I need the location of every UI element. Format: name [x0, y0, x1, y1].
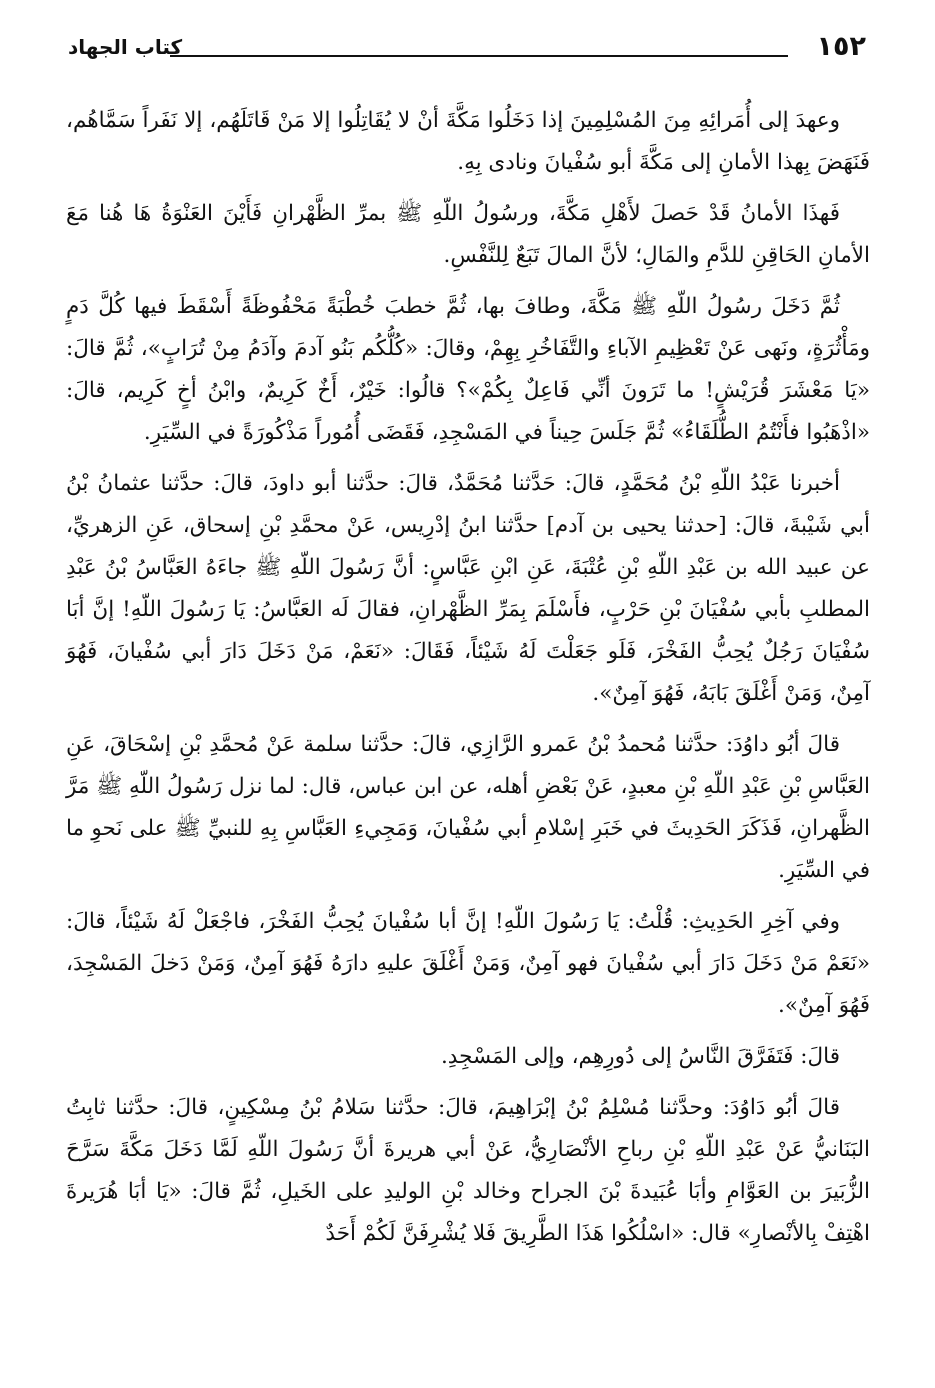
page-number: ١٥٢ [816, 31, 866, 62]
paragraph: قالَ: فَتَفَرَّقَ النَّاسُ إلى دُورِهِم، وإلى المَسْجِدِ. [440, 1044, 840, 1069]
paragraph: ثُمَّ دَخَلَ رسُولُ اللّهِ ﷺ مَكَّةَ، وطافَ بها، ثُمَّ خطبَ خُطْبَةً مَحْفُوظَةً أَسْقَطَ فيها كُلَّ دَمٍ ومَأْثُرَةٍ، ونَهى عَنْ تَعْظِيمِ الآباءِ والتَّفَاخُرِ بِهِمْ، وقالَ: «كُلُّكُم بَنُو آدمَ وآدَمُ مِنْ تُرَابٍ»، ثُمَّ قالَ: «يَا مَعْشَرَ قُرَيْشٍ! ما تَرَونَ أنِّي فَاعِلٌ بِكُمْ»؟ قالُوا: خَيْرٌ، أَخٌ كَرِيمٌ، وابْنُ أخٍ كَرِيم، قالَ: «اذْهَبُوا فأَنْتُمُ الطُّلَقَاءُ» ثُمَّ جَلَسَ حِيناً في المَسْجِدِ، فَقَضَى أُمُوراً مَذْكُورَةً في السِّيَرِ. [66, 294, 870, 445]
paragraph: قالَ أبُو دَاوُدَ: وحدَّثنا مُسْلِمُ بْنُ إبْرَاهِيمَ، قالَ: حدَّثنا سَلامُ بْنُ مِسْكِينٍ، قالَ: حدَّثنا ثابِتُ البَنَانيُّ عَنْ عَبْدِ اللّهِ بْنِ رباحِ الأنْصَارِيُّ، عَنْ أبي هريرةَ أنَّ رَسُولَ اللّهِ لَمَّا دَخَلَ مَكَّةَ سَرَّحَ الزُّبَيرَ بن العَوَّامِ وأبَا عُبَيدةَ بْنَ الجراح وخالد بْنِ الوليدِ على الخَيلِ، ثُمَّ قالَ: «يَا أبَا هُرَيرةَ اهْتِفْ بِالأنْصارِ» قال: «اسْلُكُوا هَذَا الطَّرِيقَ فَلا يُشْرِفَنَّ لَكُمْ أَحَدٌ [66, 1095, 870, 1246]
paragraph: فَهذَا الأمانُ قَدْ حَصلَ لأَهْلِ مَكَّةَ، ورسُولُ اللّهِ ﷺ بمرِّ الظَّهْرانِ فَأَيْنَ العَنْوَةُ هَا هُنا مَعَ الأمانِ الحَاقِنِ للدَّمِ والمَالِ؛ لأنَّ المالَ تَبَعٌ لِلنَّفْسِ. [66, 201, 870, 268]
page-header [68, 30, 866, 66]
paragraph: وعهدَ إلى أُمَرائِهِ مِنَ المُسْلِمِينَ إذا دَخَلُوا مَكَّةَ أنْ لا يُقَاتِلُوا إلا مَنْ قَاتَلَهُم، إلا نَفَراً سَمَّاهُم، فَنَهَضَ بِهذا الأمانِ إلى مَكَّةَ أبو سُفْيانَ ونادى بِهِ. [66, 108, 870, 175]
body-text [66, 100, 870, 1264]
paragraph: قالَ أبُو داوُدَ: حدَّثنا مُحمدُ بْنُ عَمرو الرَّازِي، قالَ: حدَّثنا سلمة عَنْ مُحمَّدِ بْنِ إسْحَاقَ، عَنِ العَبَّاسِ بْنِ عَبْدِ اللّهِ بْنِ معبدٍ، عَنْ بَعْضِ أهله، عن ابن عباس، قال: لما نزل رَسُولُ اللّهِ ﷺ مَرَّ الظَّهرانِ، فَذَكَرَ الحَدِيثَ في خَبَرِ إسْلامِ أبي سُفْيانَ، وَمَجِيءِ العَبَّاسِ بِهِ للنبيِّ ﷺ على نَحوِ ما في السِّيَرِ. [66, 732, 870, 883]
header-rule [170, 55, 788, 57]
running-title: كتاب الجهاد [68, 35, 183, 59]
paragraph: أخبرنا عَبْدُ اللّهِ بْنُ مُحَمَّدٍ، قالَ: حَدَّثنا مُحَمَّدٌ، قالَ: حدَّثنا أبو داودَ، قالَ: حدَّثنا عثمانُ بْنُ أبي شَيْبةَ، قالَ: [حدثنا يحيى بن آدم] حدَّثنا ابنُ إدْرِيس، عَنْ محمَّدِ بْنِ إسحاق، عَنِ الزهريِّ، عن عبيد الله بن عَبْدِ اللّهِ بْنِ عُتْبَةَ، عَنِ ابْنِ عَبَّاسٍ: أنَّ رَسُولَ اللّهِ ﷺ جاءَهُ العَبَّاسُ بْنُ عَبْدِ المطلبِ بأبي سُفْيَانَ بْنِ حَرْبٍ، فأَسْلَمَ بِمَرِّ الظَّهْرانِ، فقالَ لَه العَبَّاسُ: يَا رَسُولَ اللّهِ! إنَّ أبَا سُفْيَانَ رَجُلٌ يُحِبُّ الفَخْرَ، فَلَو جَعَلْتَ لَهُ شَيْئاً، فَقَالَ: «نَعَمْ، مَنْ دَخَلَ دَارَ أبي سُفْيانَ، فَهُوَ آمِنٌ، وَمَنْ أَغْلَقَ بَابَهُ، فَهُوَ آمِنٌ». [66, 471, 870, 706]
paragraph: وفي آخِرِ الحَدِيثِ: قُلْتُ: يَا رَسُولَ اللّهِ! إنَّ أبا سُفْيانَ يُحِبُّ الفَخْرَ، فاجْعَلْ لَهُ شَيْئاً، قالَ: «نَعَمْ مَنْ دَخَلَ دَارَ أبي سُفْيانَ فهو آمِنٌ، وَمَنْ أَغْلَقَ عليهِ دارَهُ فَهُوَ آمِنٌ، وَمَنْ دَخلَ المَسْجِدَ، فَهُوَ آمِنٌ». [66, 909, 870, 1018]
